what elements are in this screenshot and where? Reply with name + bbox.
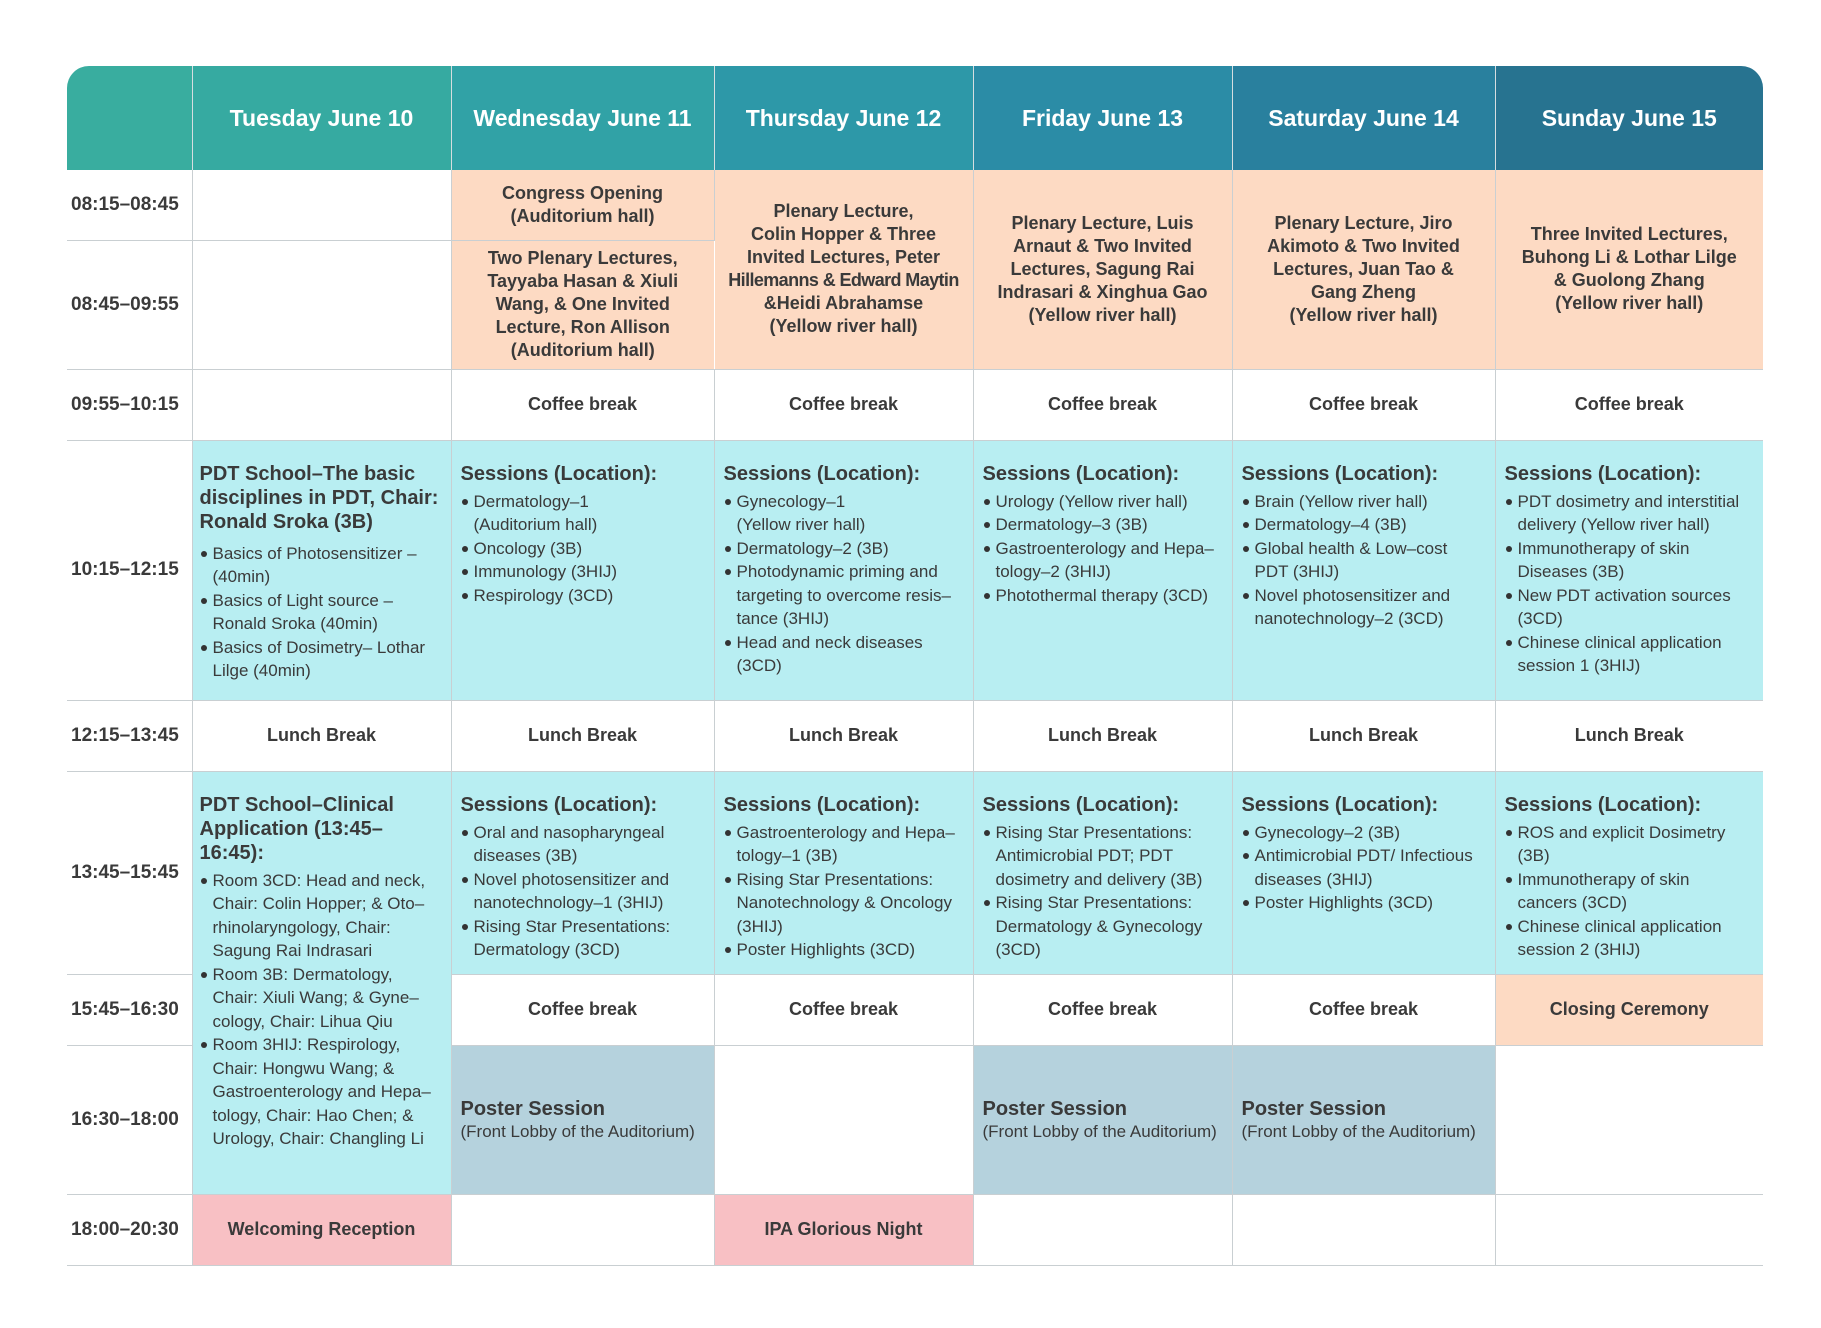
plenary-line: (Yellow river hall) — [769, 316, 918, 337]
row-1800 — [67, 1194, 1763, 1265]
plenary-line: &Heidi Abrahamse — [763, 293, 924, 314]
plenary-line: Lectures, Juan Tao & — [1273, 258, 1454, 279]
session-item: Rising Star Presentations: Dermatology & Gynecology (3CD) — [983, 891, 1224, 962]
poster-title: Poster Session — [982, 1097, 1128, 1120]
sessions-thu-am-cell — [714, 440, 973, 700]
plenary-line: Wang, & One Invited — [495, 294, 670, 314]
sessions-fri-pm-cell — [973, 771, 1232, 974]
empty-cell — [192, 240, 451, 369]
plenary-line: Plenary Lecture, — [773, 201, 914, 222]
poster-session-wed-cell — [451, 1045, 714, 1194]
coffee-break-cell: Coffee break — [714, 974, 973, 1045]
plenary-line: Plenary Lecture, Luis — [1011, 212, 1194, 233]
plenary-line: Invited Lectures, Peter — [746, 247, 941, 268]
poster-location: (Front Lobby of the Auditorium) — [982, 1121, 1217, 1141]
sessions-thu-pm-cell — [714, 771, 973, 974]
plenary-line: Lectures, Sagung Rai — [1010, 258, 1195, 279]
poster-location: (Front Lobby of the Auditorium) — [460, 1121, 695, 1141]
welcoming-reception-cell: Welcoming Reception — [192, 1194, 451, 1265]
session-item: Gastroenterology and Hepa– tology–2 (3HIJ) — [983, 537, 1224, 584]
plenary-line: (Yellow river hall) — [1555, 293, 1704, 314]
title-line: disciplines in PDT, Chair: — [199, 486, 439, 509]
time-label: 15:45–16:30 — [67, 974, 192, 1045]
empty-cell — [451, 1194, 714, 1265]
closing-ceremony-cell: Closing Ceremony — [1495, 974, 1763, 1045]
session-list — [461, 821, 706, 962]
session-list — [724, 821, 965, 962]
empty-cell — [1495, 1194, 1763, 1265]
session-item: Chinese clinical application session 1 (3HIJ) — [1505, 631, 1756, 678]
sessions-wed-am-cell — [451, 440, 714, 700]
plenary-line: Arnaut & Two Invited — [1013, 235, 1192, 256]
plenary-line: Two Plenary Lectures, — [487, 248, 678, 268]
session-title: Sessions (Location): — [460, 462, 658, 485]
session-item: Immunotherapy of skin cancers (3CD) — [1505, 868, 1756, 915]
session-title — [200, 462, 443, 534]
sessions-wed-pm-cell — [451, 771, 714, 974]
session-item: Poster Highlights (3CD) — [1242, 891, 1487, 915]
header-row — [67, 66, 1763, 170]
empty-cell — [1232, 1194, 1495, 1265]
empty-cell — [192, 369, 451, 440]
plenary-line: (Yellow river hall) — [1289, 304, 1438, 325]
plenary-line: Hillemanns & Edward Maytin — [728, 270, 959, 291]
session-list — [1242, 490, 1487, 631]
session-item: Gynecology–1 (Yellow river hall) — [724, 490, 965, 537]
session-item: Rising Star Presentations: Dermatology (3CD) — [461, 915, 706, 962]
lunch-break-cell: Lunch Break — [1232, 700, 1495, 771]
glorious-night-cell: IPA Glorious Night — [714, 1194, 973, 1265]
time-label: 09:55–10:15 — [67, 369, 192, 440]
sessions-sun-pm-cell — [1495, 771, 1763, 974]
session-item: Dermatology–3 (3B) — [983, 513, 1224, 537]
session-list — [1242, 821, 1487, 915]
day-header-wed: Wednesday June 11 — [451, 66, 714, 170]
poster-title: Poster Session — [460, 1097, 606, 1120]
session-item: Room 3B: Dermatology, Chair: Xiuli Wang; & Gyne– cology, Chair: Lihua Qiu — [200, 963, 443, 1034]
lunch-break-cell: Lunch Break — [973, 700, 1232, 771]
session-item: Dermatology–4 (3B) — [1242, 513, 1487, 537]
row-1215 — [67, 700, 1763, 771]
sessions-sun-am-cell — [1495, 440, 1763, 700]
plenary-sat-cell — [1232, 170, 1495, 369]
session-title: Sessions (Location): — [1504, 793, 1702, 816]
empty-cell — [973, 1194, 1232, 1265]
session-item: Novel photosensitizer and nanotechnology–1 (3HIJ) — [461, 868, 706, 915]
session-item: Oncology (3B) — [461, 537, 706, 561]
lunch-break-cell: Lunch Break — [714, 700, 973, 771]
plenary-line: Three Invited Lectures, — [1530, 224, 1728, 245]
session-item: Gastroenterology and Hepa– tology–1 (3B) — [724, 821, 965, 868]
sessions-sat-pm-cell — [1232, 771, 1495, 974]
coffee-break-cell: Coffee break — [451, 974, 714, 1045]
plenary-line: Gang Zheng — [1311, 281, 1416, 302]
session-item: Room 3HIJ: Respirology, Chair: Hongwu Wang; & Gastroenterology and Hepa– tology, Chair: Hao Chen; & Urology, Chair: Changling Li — [200, 1033, 443, 1151]
session-title: Sessions (Location): — [982, 793, 1180, 816]
session-list — [461, 490, 706, 608]
plenary-line: Tayyaba Hasan & Xiuli — [487, 271, 679, 291]
session-list — [200, 869, 443, 1151]
pdt-school-clinical-cell — [192, 771, 451, 1194]
day-header-tue: Tuesday June 10 — [192, 66, 451, 170]
coffee-break-cell: Coffee break — [973, 369, 1232, 440]
plenary-line: Indrasari & Xinghua Gao — [997, 281, 1208, 302]
session-item: Photodynamic priming and targeting to overcome resis– tance (3HIJ) — [724, 560, 965, 631]
sessions-fri-am-cell — [973, 440, 1232, 700]
session-item: Global health & Low–cost PDT (3HIJ) — [1242, 537, 1487, 584]
session-item: Dermatology–2 (3B) — [724, 537, 965, 561]
coffee-break-cell: Coffee break — [1232, 369, 1495, 440]
row-1345 — [67, 771, 1763, 974]
day-header-fri: Friday June 13 — [973, 66, 1232, 170]
title-line: PDT School–Clinical — [199, 793, 394, 816]
session-item: Antimicrobial PDT/ Infectious diseases (3HIJ) — [1242, 844, 1487, 891]
session-item: Dermatology–1 (Auditorium hall) — [461, 490, 706, 537]
session-item: Immunotherapy of skin Diseases (3B) — [1505, 537, 1756, 584]
row-0815 — [67, 170, 1763, 240]
session-item: Room 3CD: Head and neck, Chair: Colin Hopper; & Oto– rhinolaryngology, Chair: Sagung Rai Indrasari — [200, 869, 443, 963]
plenary-line: (Yellow river hall) — [1028, 304, 1177, 325]
day-header-thu: Thursday June 12 — [714, 66, 973, 170]
session-title: Sessions (Location): — [982, 462, 1180, 485]
time-label: 16:30–18:00 — [67, 1045, 192, 1194]
session-title: Sessions (Location): — [1241, 793, 1439, 816]
title-line: PDT School–The basic — [199, 462, 416, 485]
session-item: ROS and explicit Dosimetry (3B) — [1505, 821, 1756, 868]
time-label: 12:15–13:45 — [67, 700, 192, 771]
day-header-sat: Saturday June 14 — [1232, 66, 1495, 170]
plenary-line: Lecture, Ron Allison — [495, 317, 670, 337]
session-list — [983, 490, 1224, 608]
session-item: Head and neck diseases (3CD) — [724, 631, 965, 678]
session-item: Photothermal therapy (3CD) — [983, 584, 1224, 608]
title-line: Ronald Sroka (3B) — [199, 510, 373, 533]
session-item: Urology (Yellow river hall) — [983, 490, 1224, 514]
coffee-break-cell: Coffee break — [1495, 369, 1763, 440]
session-list — [724, 490, 965, 678]
empty-cell — [192, 170, 451, 240]
time-label: 13:45–15:45 — [67, 771, 192, 974]
plenary-line: (Auditorium hall) — [510, 205, 655, 226]
coffee-break-cell: Coffee break — [714, 369, 973, 440]
session-item: Basics of Dosimetry– Lothar Lilge (40min) — [200, 636, 443, 683]
empty-cell — [1495, 1045, 1763, 1194]
time-label: 08:15–08:45 — [67, 170, 192, 240]
session-item: Gynecology–2 (3B) — [1242, 821, 1487, 845]
session-title: Sessions (Location): — [723, 793, 921, 816]
sessions-sat-am-cell — [1232, 440, 1495, 700]
session-item: New PDT activation sources (3CD) — [1505, 584, 1756, 631]
schedule-table — [67, 66, 1763, 1266]
coffee-break-cell: Coffee break — [1232, 974, 1495, 1045]
plenary-line: Congress Opening — [501, 182, 663, 203]
coffee-break-cell: Coffee break — [451, 369, 714, 440]
corner-header — [67, 66, 192, 170]
session-item: Novel photosensitizer and nanotechnology–2 (3CD) — [1242, 584, 1487, 631]
session-item: Basics of Light source – Ronald Sroka (40min) — [200, 589, 443, 636]
time-label: 18:00–20:30 — [67, 1194, 192, 1265]
session-title: Sessions (Location): — [1241, 462, 1439, 485]
session-item: Immunology (3HIJ) — [461, 560, 706, 584]
plenary-line: Akimoto & Two Invited — [1267, 235, 1460, 256]
session-item: Oral and nasopharyngeal diseases (3B) — [461, 821, 706, 868]
lunch-break-cell: Lunch Break — [1495, 700, 1763, 771]
time-label: 08:45–09:55 — [67, 240, 192, 369]
day-header-sun: Sunday June 15 — [1495, 66, 1763, 170]
empty-cell — [714, 1045, 973, 1194]
plenary-line: Colin Hopper & Three — [750, 224, 936, 245]
session-item: Rising Star Presentations: Antimicrobial PDT; PDT dosimetry and delivery (3B) — [983, 821, 1224, 892]
session-title: Sessions (Location): — [723, 462, 921, 485]
poster-title: Poster Session — [1241, 1097, 1387, 1120]
session-list — [200, 542, 443, 683]
time-label: 10:15–12:15 — [67, 440, 192, 700]
plenary-thu-cell — [714, 170, 973, 369]
session-item: Basics of Photosensitizer – (40min) — [200, 542, 443, 589]
session-list — [1505, 490, 1756, 678]
lunch-break-cell: Lunch Break — [192, 700, 451, 771]
poster-location: (Front Lobby of the Auditorium) — [1241, 1121, 1476, 1141]
session-item: Rising Star Presentations: Nanotechnology & Oncology (3HIJ) — [724, 868, 965, 939]
session-list — [983, 821, 1224, 962]
plenary-line: Buhong Li & Lothar Lilge — [1521, 247, 1737, 268]
session-item: Respirology (3CD) — [461, 584, 706, 608]
plenary-line: (Auditorium hall) — [510, 340, 655, 360]
session-item: Chinese clinical application session 2 (3HIJ) — [1505, 915, 1756, 962]
session-title: Sessions (Location): — [460, 793, 658, 816]
plenary-fri-cell — [973, 170, 1232, 369]
session-list — [1505, 821, 1756, 962]
lunch-break-cell: Lunch Break — [451, 700, 714, 771]
session-title — [200, 793, 443, 865]
poster-session-fri-cell — [973, 1045, 1232, 1194]
session-item: Brain (Yellow river hall) — [1242, 490, 1487, 514]
plenary-sun-cell — [1495, 170, 1763, 369]
row-0955 — [67, 369, 1763, 440]
plenary-line: Plenary Lecture, Jiro — [1274, 212, 1453, 233]
title-line: Application (13:45–16:45): — [199, 817, 383, 864]
row-1015 — [67, 440, 1763, 700]
poster-session-sat-cell — [1232, 1045, 1495, 1194]
session-title: Sessions (Location): — [1504, 462, 1702, 485]
congress-opening-cell — [451, 170, 714, 240]
session-item: Poster Highlights (3CD) — [724, 938, 965, 962]
plenary-wed-cell — [451, 240, 714, 369]
session-item: PDT dosimetry and interstitial delivery (Yellow river hall) — [1505, 490, 1756, 537]
pdt-school-basic-cell — [192, 440, 451, 700]
coffee-break-cell: Coffee break — [973, 974, 1232, 1045]
plenary-line: & Guolong Zhang — [1553, 270, 1705, 291]
